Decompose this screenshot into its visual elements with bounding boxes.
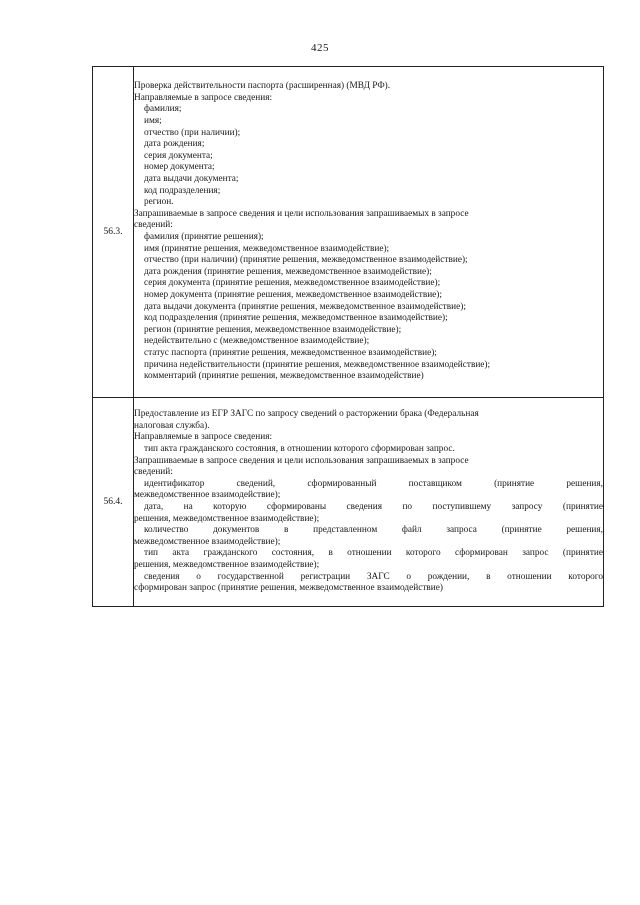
row-content-cell xyxy=(134,67,604,398)
row-number-cell: 56.4. xyxy=(93,398,134,607)
text-line: номер документа (принятие решения, межведомственное взаимодействие); xyxy=(144,289,442,300)
text-line: код подразделения (принятие решения, межведомственное взаимодействие); xyxy=(144,313,448,324)
text-line: тип акта гражданского состояния, в отношении которого сформирован запрос (принятие xyxy=(144,548,603,559)
text-line: Направляемые в запросе сведения: xyxy=(134,92,273,103)
row-content-cell xyxy=(134,398,604,607)
text-line: фамилия (принятие решения); xyxy=(144,232,264,242)
text-line: фамилия; xyxy=(144,104,182,115)
page-number: 425 xyxy=(311,42,329,54)
table-row xyxy=(93,398,604,607)
text-line: дата выдачи документа (принятие решения, межведомственное взаимодействие); xyxy=(144,301,466,312)
text-line: Предоставление из ЕГР ЗАГС по запросу сведений о расторжении брака (Федеральная xyxy=(134,409,479,420)
text-line: дата рождения; xyxy=(144,139,205,150)
text-line: налоговая служба). xyxy=(134,420,210,431)
text-line: дата, на которую сформированы сведения по поступившему запросу (принятие xyxy=(144,502,603,512)
text-line: решения, межведомственное взаимодействие); xyxy=(134,513,320,524)
text-line: причина недействительности (принятие решения, межведомственное взаимодействие); xyxy=(144,359,491,370)
text-line: код подразделения; xyxy=(144,185,221,196)
text-line: номер документа; xyxy=(144,162,215,173)
text-line: серия документа; xyxy=(144,150,213,161)
text-line: отчество (при наличии) (принятие решения, межведомственное взаимодействие); xyxy=(144,255,468,266)
text-line: имя (принятие решения, межведомственное взаимодействие); xyxy=(144,243,390,254)
text-line: Запрашиваемые в запросе сведения и цели использования запрашиваемых в запросе xyxy=(134,455,469,466)
row-number-cell: 56.3. xyxy=(93,67,134,398)
text-line: Направляемые в запросе сведения: xyxy=(134,432,273,443)
text-line: межведомственное взаимодействие); xyxy=(134,536,281,547)
text-line: дата рождения (принятие решения, межведомственное взаимодействие); xyxy=(144,266,432,277)
text-line: дата выдачи документа; xyxy=(144,174,239,185)
text-line: сведения о государственной регистрации ЗАГС о рождении, в отношении которого xyxy=(144,571,603,582)
text-line: регион. xyxy=(144,197,174,208)
text-line: статус паспорта (принятие решения, межведомственное взаимодействие); xyxy=(144,347,437,358)
text-line: сведений: xyxy=(134,467,173,478)
text-line: решения, межведомственное взаимодействие); xyxy=(134,559,320,570)
text-line: сформирован запрос (принятие решения, межведомственное взаимодействие) xyxy=(134,583,443,594)
text-line: Запрашиваемые в запросе сведения и цели использования запрашиваемых в запросе xyxy=(134,208,469,219)
text-line: имя; xyxy=(144,116,162,127)
text-line: отчество (при наличии); xyxy=(144,127,241,138)
text-line: комментарий (принятие решения, межведомственное взаимодействие) xyxy=(144,371,424,382)
text-line: количество документов в представленном файл запроса (принятие решения, xyxy=(144,525,603,536)
text-line: сведений: xyxy=(134,220,173,231)
text-line: серия документа (принятие решения, межведомственное взаимодействие); xyxy=(144,278,441,289)
text-line: Проверка действительности паспорта (расширенная) (МВД РФ). xyxy=(134,81,391,92)
text-line: регион (принятие решения, межведомственное взаимодействие); xyxy=(144,324,402,335)
text-line: идентификатор сведений, сформированный поставщиком (принятие решения, xyxy=(144,478,603,489)
text-line: межведомственное взаимодействие); xyxy=(134,490,281,501)
requirements-table xyxy=(92,66,604,607)
table-row xyxy=(93,67,604,398)
text-line: недействительно с (межведомственное взаимодействие); xyxy=(144,336,370,347)
text-line: тип акта гражданского состояния, в отношении которого сформирован запрос. xyxy=(144,444,455,455)
